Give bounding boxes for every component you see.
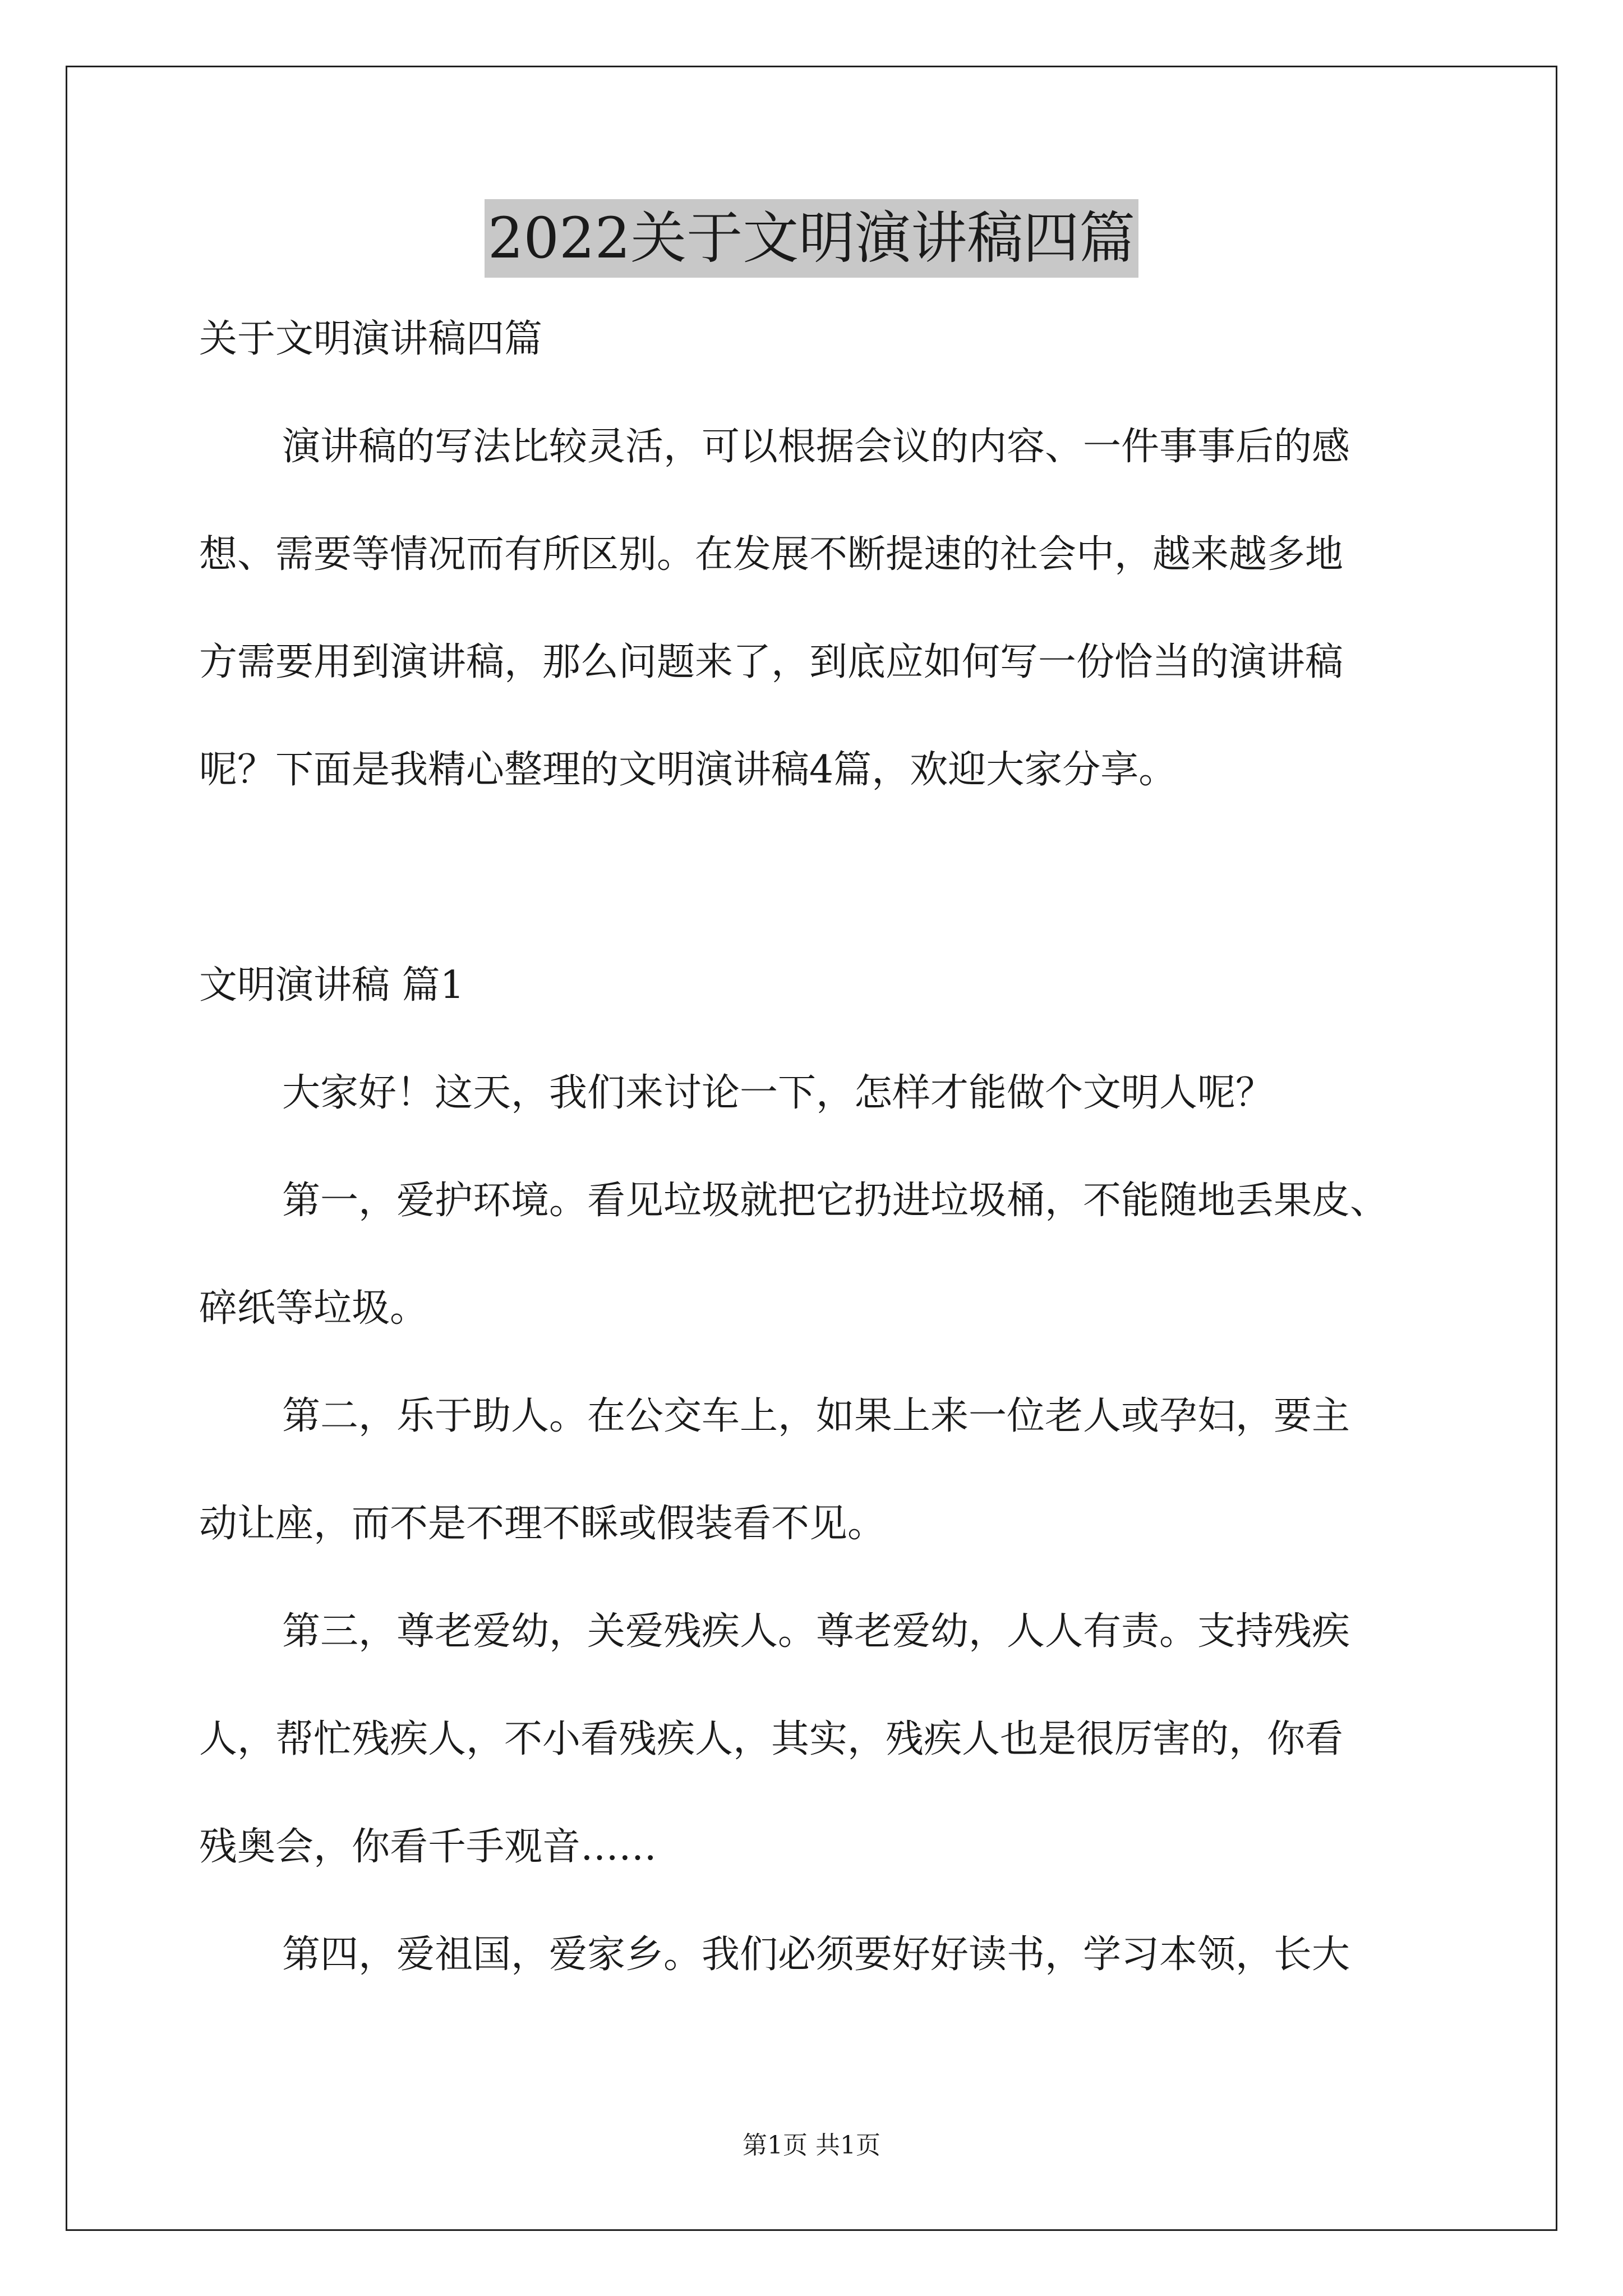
text-line: 残奥会，你看千手观音……: [199, 1825, 657, 1869]
text-line: 碎纸等垃圾。: [199, 1286, 428, 1331]
text-line: 想、需要等情况而有所区别。在发展不断提速的社会中，越来越多地: [199, 532, 1344, 577]
document-body: [199, 311, 1467, 2035]
text-line: 演讲稿的写法比较灵活，可以根据会议的内容、一件事事后的感: [282, 425, 1350, 469]
text-line: 呢？下面是我精心整理的文明演讲稿4篇，欢迎大家分享。: [199, 748, 1177, 792]
text-line: 第二，乐于助人。在公交车上，如果上来一位老人或孕妇，要主: [282, 1394, 1350, 1438]
blank-line: [199, 850, 1467, 906]
text-line: 第四，爱祖国，爱家乡。我们必须要好好读书，学习本领，长大: [282, 1932, 1350, 1977]
text-line: 第一，爱护环境。看见垃圾就把它扔进垃圾桶，不能随地丢果皮、: [282, 1179, 1389, 1223]
text-line: 大家好！这天，我们来讨论一下，怎样才能做个文明人呢？: [282, 1071, 1274, 1115]
page-footer: 第1页 共1页: [743, 2131, 880, 2160]
text-line: 人，帮忙残疾人，不小看残疾人，其实，残疾人也是很厉害的，你看: [199, 1717, 1344, 1761]
text-line: 方需要用到演讲稿，那么问题来了，到底应如何写一份恰当的演讲稿: [199, 640, 1344, 684]
text-line: 关于文明演讲稿四篇: [199, 317, 543, 361]
text-line: 第三，尊老爱幼，关爱残疾人。尊老爱幼，人人有责。支持残疾: [282, 1609, 1350, 1654]
title-container: [0, 199, 1623, 278]
document-title: 2022关于文明演讲稿四篇: [485, 199, 1139, 278]
text-line: 文明演讲稿 篇1: [199, 963, 464, 1007]
text-line: 动让座，而不是不理不睬或假装看不见。: [199, 1502, 886, 1546]
